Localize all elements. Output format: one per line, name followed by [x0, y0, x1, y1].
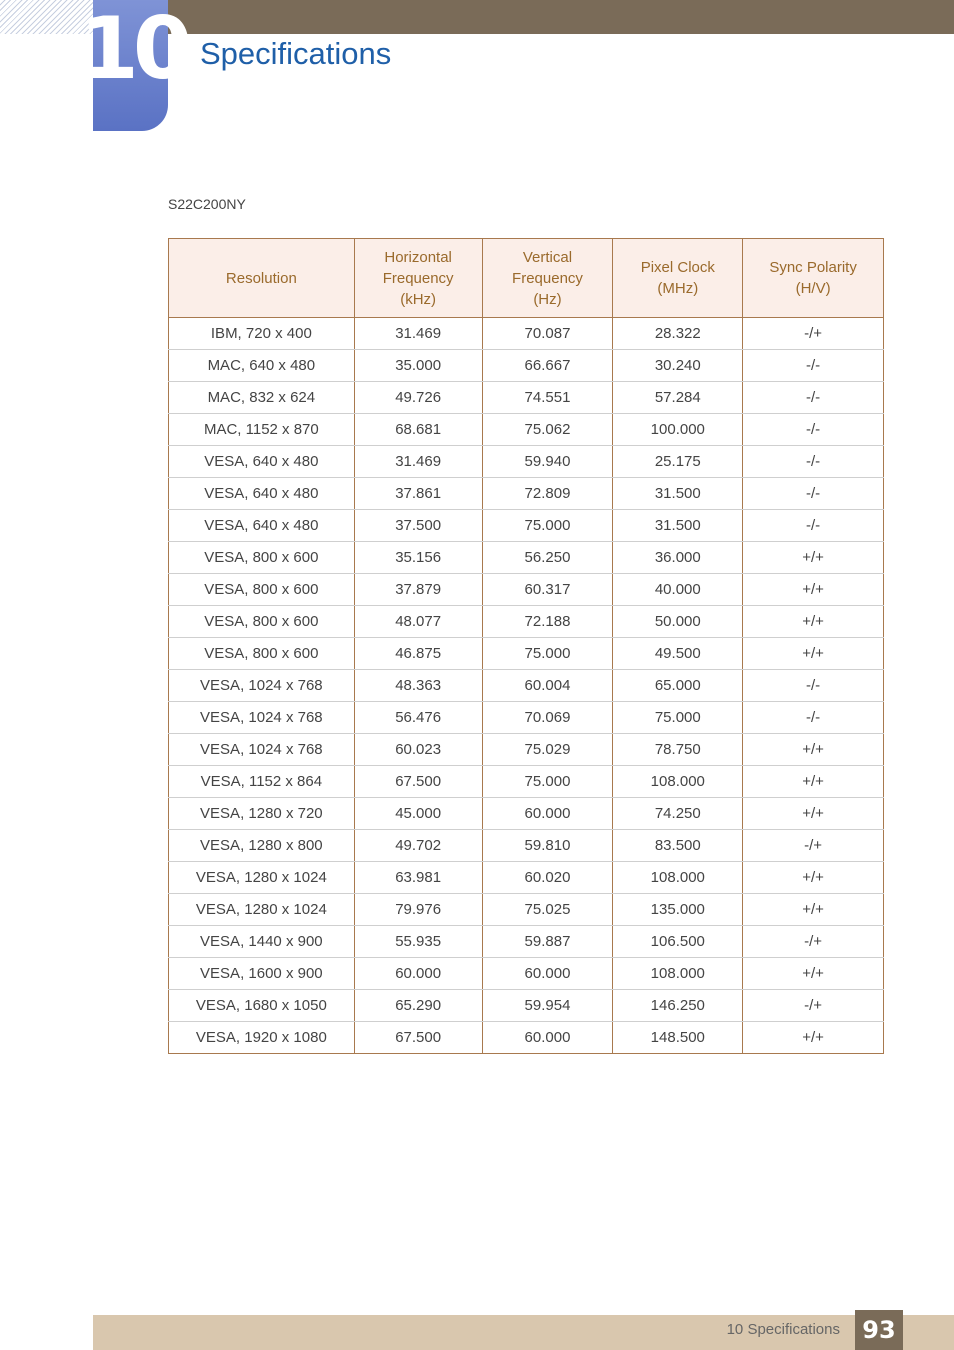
table-cell-resolution: VESA, 1680 x 1050 [169, 990, 355, 1022]
table-row [169, 542, 884, 574]
table-cell-vertical-frequency: 60.000 [482, 1022, 613, 1054]
table-cell-sync-polarity: +/+ [743, 958, 884, 990]
table-cell-resolution: VESA, 640 x 480 [169, 478, 355, 510]
table-cell-vertical-frequency: 56.250 [482, 542, 613, 574]
table-cell-pixel-clock: 75.000 [613, 702, 743, 734]
table-cell-horizontal-frequency: 67.500 [354, 1022, 482, 1054]
table-cell-vertical-frequency: 70.069 [482, 702, 613, 734]
table-cell-sync-polarity: -/+ [743, 990, 884, 1022]
table-cell-horizontal-frequency: 67.500 [354, 766, 482, 798]
table-cell-pixel-clock: 25.175 [613, 446, 743, 478]
table-cell-vertical-frequency: 75.029 [482, 734, 613, 766]
table-cell-resolution: VESA, 1280 x 1024 [169, 894, 355, 926]
table-cell-horizontal-frequency: 49.702 [354, 830, 482, 862]
table-cell-sync-polarity: +/+ [743, 766, 884, 798]
table-cell-vertical-frequency: 59.887 [482, 926, 613, 958]
table-cell-vertical-frequency: 75.062 [482, 414, 613, 446]
table-cell-vertical-frequency: 59.810 [482, 830, 613, 862]
table-cell-pixel-clock: 148.500 [613, 1022, 743, 1054]
table-cell-resolution: VESA, 1440 x 900 [169, 926, 355, 958]
table-cell-pixel-clock: 30.240 [613, 350, 743, 382]
table-cell-horizontal-frequency: 37.500 [354, 510, 482, 542]
column-header-resolution [169, 239, 355, 318]
table-row [169, 894, 884, 926]
table-cell-horizontal-frequency: 46.875 [354, 638, 482, 670]
column-header-line: Horizontal [384, 248, 452, 266]
table-cell-horizontal-frequency: 55.935 [354, 926, 482, 958]
table-cell-horizontal-frequency: 60.000 [354, 958, 482, 990]
table-cell-resolution: VESA, 1280 x 720 [169, 798, 355, 830]
chapter-number: 10 [79, 0, 187, 99]
table-body [169, 318, 884, 1054]
model-name: S22C200NY [168, 196, 246, 212]
table-cell-pixel-clock: 74.250 [613, 798, 743, 830]
table-cell-pixel-clock: 50.000 [613, 606, 743, 638]
table-cell-vertical-frequency: 74.551 [482, 382, 613, 414]
table-row [169, 702, 884, 734]
column-header-line: Frequency [512, 269, 583, 287]
table-cell-sync-polarity: +/+ [743, 606, 884, 638]
table-cell-sync-polarity: -/- [743, 414, 884, 446]
table-cell-sync-polarity: -/- [743, 350, 884, 382]
table-cell-pixel-clock: 65.000 [613, 670, 743, 702]
table-cell-resolution: VESA, 800 x 600 [169, 606, 355, 638]
table-row [169, 958, 884, 990]
table-row [169, 478, 884, 510]
table-cell-sync-polarity: -/+ [743, 318, 884, 350]
table-cell-sync-polarity: -/+ [743, 926, 884, 958]
table-cell-resolution: IBM, 720 x 400 [169, 318, 355, 350]
table-cell-resolution: MAC, 832 x 624 [169, 382, 355, 414]
table-cell-resolution: VESA, 800 x 600 [169, 574, 355, 606]
table-cell-sync-polarity: +/+ [743, 542, 884, 574]
table-cell-sync-polarity: -/- [743, 446, 884, 478]
column-header-line: Resolution [225, 269, 297, 287]
table-cell-pixel-clock: 146.250 [613, 990, 743, 1022]
table-cell-vertical-frequency: 59.940 [482, 446, 613, 478]
table-cell-vertical-frequency: 60.317 [482, 574, 613, 606]
table-cell-sync-polarity: -/- [743, 382, 884, 414]
table-cell-horizontal-frequency: 68.681 [354, 414, 482, 446]
table-cell-horizontal-frequency: 60.023 [354, 734, 482, 766]
table-cell-pixel-clock: 108.000 [613, 766, 743, 798]
table-cell-sync-polarity: -/- [743, 478, 884, 510]
table-cell-pixel-clock: 100.000 [613, 414, 743, 446]
chapter-number-block [79, 0, 187, 131]
table-cell-resolution: VESA, 800 x 600 [169, 638, 355, 670]
column-header-line: (H/V) [795, 280, 831, 297]
table-cell-vertical-frequency: 75.025 [482, 894, 613, 926]
table-cell-vertical-frequency: 60.000 [482, 798, 613, 830]
table-cell-horizontal-frequency: 65.290 [354, 990, 482, 1022]
column-header-horizontal-frequency [354, 239, 482, 318]
table-cell-resolution: VESA, 1600 x 900 [169, 958, 355, 990]
table-header-row [169, 239, 884, 318]
table-cell-vertical-frequency: 60.000 [482, 958, 613, 990]
table-row [169, 414, 884, 446]
table-cell-sync-polarity: -/- [743, 510, 884, 542]
table-row [169, 446, 884, 478]
column-header-line: (kHz) [400, 290, 437, 308]
table-cell-horizontal-frequency: 63.981 [354, 862, 482, 894]
table-cell-sync-polarity: -/- [743, 702, 884, 734]
table-row [169, 1022, 884, 1054]
header-bar [168, 0, 954, 34]
table-cell-pixel-clock: 31.500 [613, 510, 743, 542]
table-cell-vertical-frequency: 75.000 [482, 510, 613, 542]
table-cell-pixel-clock: 40.000 [613, 574, 743, 606]
table-cell-sync-polarity: +/+ [743, 574, 884, 606]
table-cell-resolution: VESA, 1920 x 1080 [169, 1022, 355, 1054]
table-cell-sync-polarity: +/+ [743, 798, 884, 830]
table-cell-resolution: MAC, 1152 x 870 [169, 414, 355, 446]
table-cell-pixel-clock: 135.000 [613, 894, 743, 926]
table-row [169, 670, 884, 702]
timing-table [168, 238, 884, 1054]
table-cell-resolution: VESA, 800 x 600 [169, 542, 355, 574]
column-header-line: Vertical [522, 248, 573, 266]
column-header-pixel-clock [613, 239, 743, 318]
table-cell-resolution: VESA, 1024 x 768 [169, 702, 355, 734]
table-cell-horizontal-frequency: 45.000 [354, 798, 482, 830]
table-cell-resolution: VESA, 640 x 480 [169, 446, 355, 478]
table-cell-pixel-clock: 49.500 [613, 638, 743, 670]
table-cell-pixel-clock: 106.500 [613, 926, 743, 958]
table-cell-horizontal-frequency: 35.156 [354, 542, 482, 574]
column-header-line: Sync Polarity [769, 259, 857, 276]
table-cell-vertical-frequency: 66.667 [482, 350, 613, 382]
table-cell-resolution: VESA, 640 x 480 [169, 510, 355, 542]
table-cell-resolution: VESA, 1024 x 768 [169, 670, 355, 702]
table-cell-sync-polarity: -/- [743, 670, 884, 702]
table-row [169, 350, 884, 382]
column-header-vertical-frequency [482, 239, 613, 318]
table-cell-vertical-frequency: 75.000 [482, 766, 613, 798]
table-cell-vertical-frequency: 60.020 [482, 862, 613, 894]
table-cell-sync-polarity: +/+ [743, 862, 884, 894]
table-cell-horizontal-frequency: 37.861 [354, 478, 482, 510]
table-cell-resolution: VESA, 1280 x 800 [169, 830, 355, 862]
table-cell-pixel-clock: 83.500 [613, 830, 743, 862]
table-row [169, 638, 884, 670]
table-cell-horizontal-frequency: 49.726 [354, 382, 482, 414]
column-header-line: Pixel Clock [640, 259, 715, 276]
table-row [169, 862, 884, 894]
table-row [169, 798, 884, 830]
table-cell-vertical-frequency: 72.188 [482, 606, 613, 638]
table-cell-horizontal-frequency: 31.469 [354, 446, 482, 478]
table-row [169, 734, 884, 766]
table-cell-vertical-frequency: 75.000 [482, 638, 613, 670]
table-row [169, 574, 884, 606]
table-row [169, 318, 884, 350]
table-cell-horizontal-frequency: 35.000 [354, 350, 482, 382]
table-row [169, 766, 884, 798]
table-cell-resolution: MAC, 640 x 480 [169, 350, 355, 382]
table-cell-pixel-clock: 57.284 [613, 382, 743, 414]
page-number: 93 [862, 1316, 896, 1344]
table-cell-horizontal-frequency: 48.363 [354, 670, 482, 702]
table-cell-sync-polarity: -/+ [743, 830, 884, 862]
table-cell-sync-polarity: +/+ [743, 1022, 884, 1054]
table-row [169, 606, 884, 638]
table-cell-pixel-clock: 28.322 [613, 318, 743, 350]
table-cell-horizontal-frequency: 31.469 [354, 318, 482, 350]
table-cell-horizontal-frequency: 37.879 [354, 574, 482, 606]
table-cell-vertical-frequency: 59.954 [482, 990, 613, 1022]
page-number-box [855, 1310, 903, 1350]
column-header-line: Frequency [382, 269, 454, 287]
table-cell-pixel-clock: 78.750 [613, 734, 743, 766]
table-cell-pixel-clock: 36.000 [613, 542, 743, 574]
table-cell-pixel-clock: 31.500 [613, 478, 743, 510]
table-cell-horizontal-frequency: 56.476 [354, 702, 482, 734]
table-cell-vertical-frequency: 72.809 [482, 478, 613, 510]
column-header-line: (MHz) [657, 280, 699, 297]
chapter-title: Specifications [200, 36, 392, 71]
table-row [169, 926, 884, 958]
table-cell-horizontal-frequency: 79.976 [354, 894, 482, 926]
table-row [169, 990, 884, 1022]
footer-section-label: 10 Specifications [726, 1321, 840, 1338]
column-header-sync-polarity [743, 239, 884, 318]
table-cell-vertical-frequency: 70.087 [482, 318, 613, 350]
table-cell-sync-polarity: +/+ [743, 894, 884, 926]
table-cell-resolution: VESA, 1280 x 1024 [169, 862, 355, 894]
table-cell-resolution: VESA, 1152 x 864 [169, 766, 355, 798]
table-cell-vertical-frequency: 60.004 [482, 670, 613, 702]
table-row [169, 382, 884, 414]
table-cell-horizontal-frequency: 48.077 [354, 606, 482, 638]
column-header-line: (Hz) [533, 290, 562, 308]
table-row [169, 830, 884, 862]
table-cell-pixel-clock: 108.000 [613, 862, 743, 894]
table-cell-pixel-clock: 108.000 [613, 958, 743, 990]
table-row [169, 510, 884, 542]
table-cell-resolution: VESA, 1024 x 768 [169, 734, 355, 766]
table-cell-sync-polarity: +/+ [743, 734, 884, 766]
table-cell-sync-polarity: +/+ [743, 638, 884, 670]
